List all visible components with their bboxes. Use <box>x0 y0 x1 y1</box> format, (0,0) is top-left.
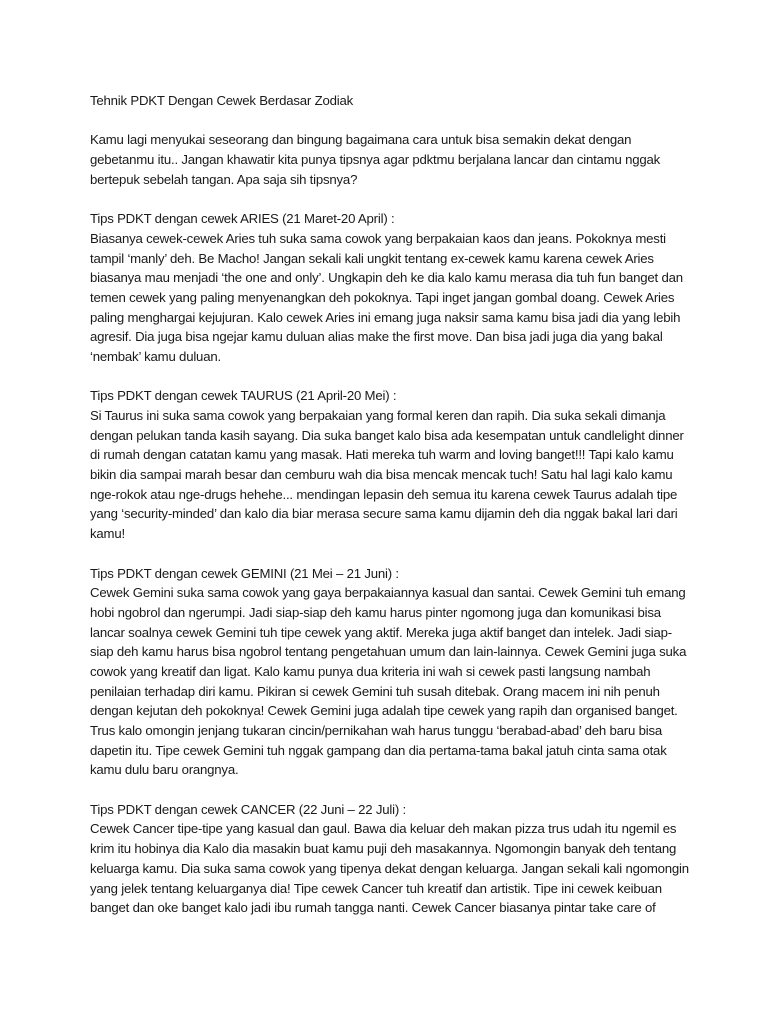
paragraph-line: Cewek Cancer tipe-tipe yang kasual dan gaul. Bawa dia keluar deh makan pizza trus udah itu ngemil es <box>90 821 677 837</box>
paragraph-line: penilaian terhadap diri kamu. Pikiran si cewek Gemini tuh susah ditebak. Orang macem ini nih penuh <box>90 683 660 699</box>
paragraph-line: kamu! <box>90 526 125 542</box>
paragraph-line: tampil ‘manly’ deh. Be Macho! Jangan sekali kali ungkit tentang ex-cewek kamu karena cewek Aries <box>90 250 654 266</box>
paragraph-line: biasanya mau menjadi ‘the one and only’. Ungkapin deh ke dia kalo kamu merasa dia tuh fun banget dan <box>90 270 683 286</box>
paragraph-line: agresif. Dia juga bisa ngejar kamu duluan alias make the first move. Dan bisa jadi juga dia yang bakal <box>90 329 663 345</box>
section-heading: Tips PDKT dengan cewek CANCER (22 Juni – 22 Juli) : <box>90 801 406 817</box>
paragraph-line: bikin dia sampai marah besar dan cemburu wah dia bisa mencak mencak tuch! Satu hal lagi kalo kamu <box>90 467 673 483</box>
spacer <box>90 544 690 564</box>
paragraph-line: siap deh kamu harus bisa ngobrol tentang pengetahuan umum dan lain-lainnya. Cewek Gemini juga suka <box>90 644 687 660</box>
paragraph-line: paling menghargai kejujuran. Kalo cewek Aries ini emang juga naksir sama kamu bisa jadi dia yang lebih <box>90 309 681 325</box>
spacer <box>90 780 690 800</box>
intro-line: Kamu lagi menyukai seseorang dan bingung bagaimana cara untuk bisa semakin dekat dengan <box>90 132 632 148</box>
paragraph-line: Cewek Gemini suka sama cowok yang gaya berpakaiannya kasual dan santai. Cewek Gemini tuh emang <box>90 585 686 601</box>
spacer <box>90 189 690 209</box>
paragraph-line: cowok yang kreatif dan ligat. Kalo kamu punya dua kriteria ini wah si cewek pasti langsung nambah <box>90 663 651 679</box>
intro-line: bertepuk sebelah tangan. Apa saja sih tipsnya? <box>90 171 358 187</box>
section-taurus <box>90 386 690 544</box>
paragraph-line: hobi ngobrol dan ngerumpi. Jadi siap-siap deh kamu harus pinter ngomong juga dan komunikasi bisa <box>90 604 661 620</box>
paragraph-line: dengan kejutan deh pokoknya! Cewek Gemini juga adalah tipe cewek yang rapih dan organised banget. <box>90 703 678 719</box>
paragraph-line: Biasanya cewek-cewek Aries tuh suka sama cowok yang berpakaian kaos dan jeans. Pokoknya mesti <box>90 230 666 246</box>
paragraph-line: dengan pelukan tanda kasih sayang. Dia suka banget kalo bisa ada kesempatan untuk candlelight dinner <box>90 427 684 443</box>
section-gemini <box>90 564 690 781</box>
section-heading: Tips PDKT dengan cewek GEMINI (21 Mei – 21 Juni) : <box>90 565 399 581</box>
section-heading: Tips PDKT dengan cewek TAURUS (21 April-20 Mei) : <box>90 388 397 404</box>
paragraph-line: di rumah dengan catatan kamu yang masak. Hati mereka tuh warm and loving banget!!! Tapi kalo kamu <box>90 447 674 463</box>
paragraph-line: lancar soalnya cewek Gemini tuh tipe cewek yang aktif. Mereka juga aktif banget dan intelek. Jadi siap- <box>90 624 672 640</box>
section-aries <box>90 209 690 367</box>
document-title: Tehnik PDKT Dengan Cewek Berdasar Zodiak <box>90 93 353 108</box>
paragraph-line: kamu dulu baru orangnya. <box>90 762 239 778</box>
paragraph-line: nge-rokok atau nge-drugs hehehe... mendingan lepasin deh semua itu karena cewek Taurus adalah tipe <box>90 486 678 502</box>
spacer <box>90 111 690 131</box>
section-cancer <box>90 800 690 918</box>
paragraph-line: banget dan oke banget kalo jadi ibu rumah tangga nanti. Cewek Cancer biasanya pintar take care of <box>90 900 656 916</box>
paragraph-line: ‘nembak’ kamu duluan. <box>90 348 221 364</box>
paragraph-line: Trus kalo omongin jenjang tukaran cincin/pernikahan wah harus tunggu ‘berabad-abad’ deh baru bisa <box>90 723 662 738</box>
intro-paragraph <box>90 130 690 189</box>
section-heading: Tips PDKT dengan cewek ARIES (21 Maret-20 April) : <box>90 211 395 227</box>
paragraph-line: temen cewek yang paling menyenangkan deh pokoknya. Tapi inget jangan gombal doang. Cewek Aries <box>90 289 675 305</box>
paragraph-line: krim itu hobinya dia Kalo dia masakin buat kamu puji deh masakannya. Ngomongin banyak deh tentang <box>90 841 677 857</box>
intro-line: gebetanmu itu.. Jangan khawatir kita punya tipsnya agar pdktmu berjalana lancar dan cintamu nggak <box>90 152 661 168</box>
paragraph-line: Si Taurus ini suka sama cowok yang berpakaian yang formal keren dan rapih. Dia suka sekali dimanja <box>90 408 666 423</box>
paragraph-line: yang jelek tentang keluarganya dia! Tipe cewek Cancer tuh kreatif dan artistik. Tipe ini cewek keibuan <box>90 880 662 896</box>
paragraph-line: dapetin itu. Tipe cewek Gemini tuh nggak gampang dan dia pertama-tama bakal jatuh cinta sama otak <box>90 742 667 758</box>
spacer <box>90 367 690 387</box>
document-page <box>90 91 690 918</box>
paragraph-line: keluarga kamu. Dia suka sama cowok yang tipenya dekat dengan keluarga. Jangan sekali kali ngomongin <box>90 860 689 876</box>
paragraph-line: yang ‘security-minded’ dan kalo dia biar merasa secure sama kamu dijamin deh dia nggak bakal lari dari <box>90 506 678 522</box>
